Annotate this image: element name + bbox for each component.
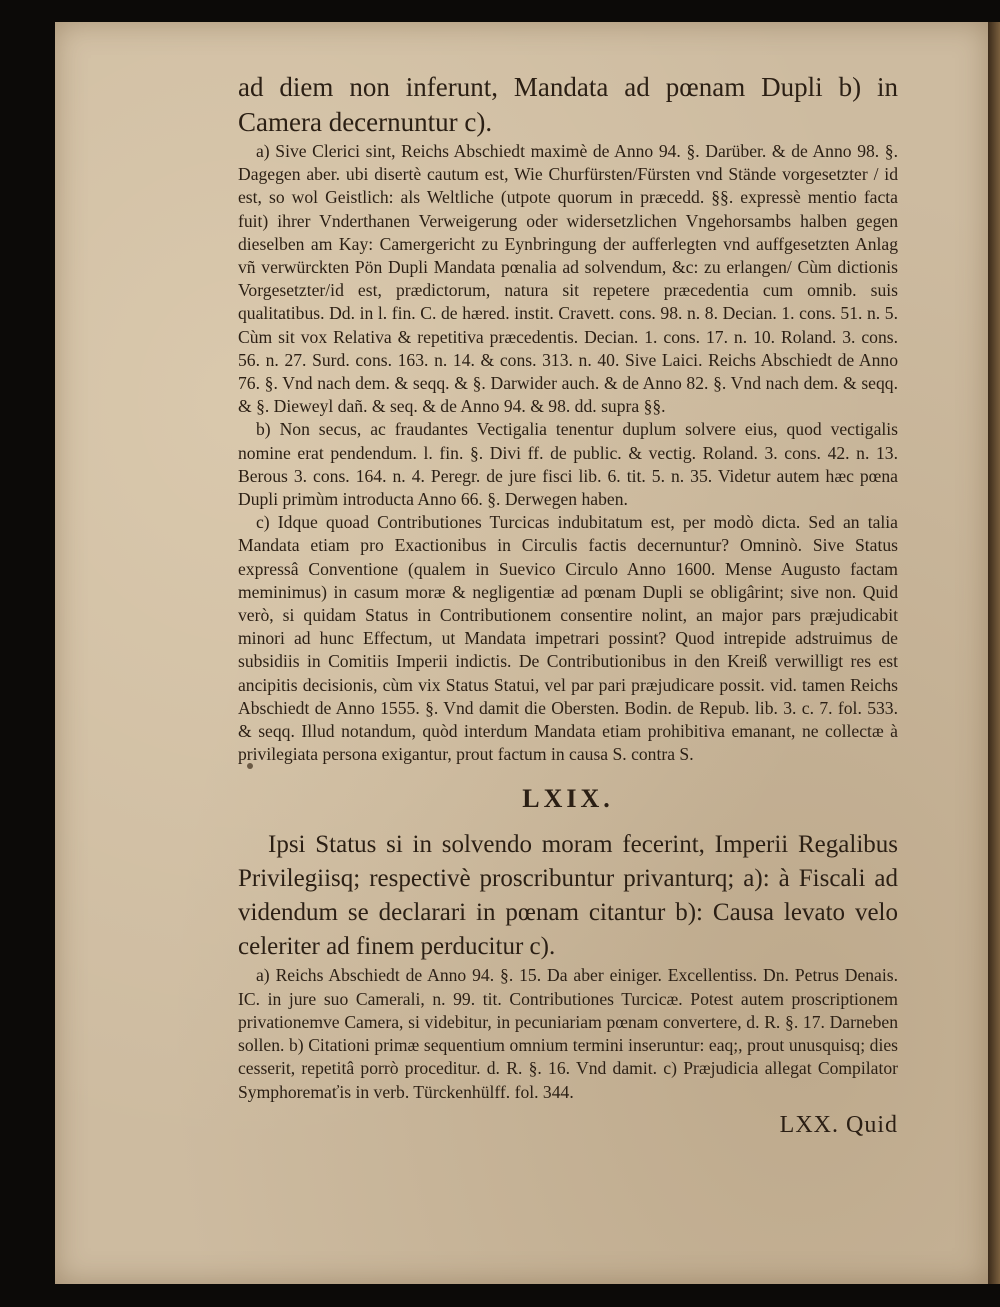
lead-paragraph: ad diem non inferunt, Mandata ad pœnam Dupli b) in Camera decernuntur c). <box>238 72 898 137</box>
section-footnotes: a) Reichs Abschiedt de Anno 94. §. 15. Da aber einiger. Excellentiss. Dn. Petrus Denais. IC. in jure suo Camerali, n. 99. tit. Contributiones Turcicæ. Potest autem proscriptionem privationemve Camera, si videbitur, in pecuniariam pœnam convertere, d. R. §. 17. Darneben sollen. b) Citationi primæ sequentium omnium termini inseruntur: eaq;, prout unusquisq; dies cesserit, repetitâ porrò proceditur. d. R. §. 16. Vnd damit. c) Præjudicia allegat Compilator Symphoremaťis in verb. Türckenhülff. fol. 344. <box>238 965 898 1102</box>
catchword: LXX. Quid <box>779 1111 898 1138</box>
footnote-a: a) Sive Clerici sint, Reichs Abschiedt maximè de Anno 94. §. Darüber. & de Anno 98. §. Dagegen aber. ubi disertè cautum est, Wie Churfürsten/Fürsten vnd Stände vorgesetzter / id est, so wol Geistlich: als Weltliche (utpote quorum in præcedd. §§. expressè mentio facta fuit) ihrer Vnderthanen Verweigerung oder widersetzlichen Vngehorsambs halben gegen dieselben am Kay: Camergericht zu Eynbringung der aufferlegten vnd auffgesetzten Anlag vñ verwürckten Pön Dupli Mandata pœnalia ad solvendum, &c: zu erlangen/ Cùm dictionis Vorgesetzter/id est, prædictorum, natura sit repetere præcedentia cum omnib. suis qualitatibus. Dd. in l. fin. C. de hæred. instit. Cravett. cons. 98. n. 8. Decian. 1. cons. 51. n. 5. Cùm sit vox Relativa & repetitiva præcedentis. Decian. 1. cons. 17. n. 10. Roland. 3. cons. 56. n. 27. Surd. cons. 163. n. 14. & cons. 313. n. 40. Sive Laici. Reichs Abschiedt de Anno 76. §. Vnd nach dem. & seqq. & §. Darwider auch. & de Anno 82. §. Vnd nach dem. & seqq. & §. Dieweyl dañ. & seq. & de Anno 94. & 98. dd. supra §§. <box>238 141 898 417</box>
page-text <box>238 70 898 1139</box>
section-lead-paragraph: Ipsi Status si in solvendo moram fecerint, Imperii Regalibus Privilegiisq; respectivè proscribuntur privanturq; a): à Fiscali ad videndum se declarari in pœnam citantur b): Causa levato velo celeriter ad finem perducitur c). <box>238 831 898 961</box>
page-edge <box>988 22 1000 1284</box>
footnote-b: b) Non secus, ac fraudantes Vectigalia tenentur duplum solvere eius, quod vectigalis nomine erat pendendum. l. fin. §. Divi ff. de public. & vectig. Roland. 3. cons. 42. n. 13. Berous 3. cons. 164. n. 4. Peregr. de jure fisci lib. 6. tit. 5. n. 35. Videtur autem hæc pœna Dupli primùm introducta Anno 66. §. Derwegen haben. <box>238 419 898 510</box>
footnote-c: c) Idque quoad Contributiones Turcicas indubitatum est, per modò dicta. Sed an talia Mandata etiam pro Exactionibus in Circulis factis decernuntur? Omninò. Sive Status expressâ Conventione (qualem in Suevico Circulo Anno 1600. Mense Augusto factam meminimus) in casum moræ & negligentiæ ad pœnam Dupli se obligârint; sive non. Quid verò, si quidam Status in Contributionem consentire nolint, an major pars præjudicabit minori ad hunc Effectum, ut Mandata impetrari possint? Quod intrepide adstruimus de subsidiis in Comitiis Imperii indictis. De Contributionibus in den Kreiß verwilligt res est ancipitis decisionis, cùm vix Status Statui, vel par pari præjudicare possit. vid. tamen Reichs Abschiedt de Anno 1555. §. Vnd damit die Obersten. Bodin. de Repub. lib. 3. c. 7. fol. 533. & seqq. Illud notandum, quòd interdum Mandata etiam prohibitiva emanant, ne collectæ à privilegiata persona exigantur, prout factum in causa S. contra S. <box>238 512 898 765</box>
section-number: LXIX. <box>522 784 614 814</box>
